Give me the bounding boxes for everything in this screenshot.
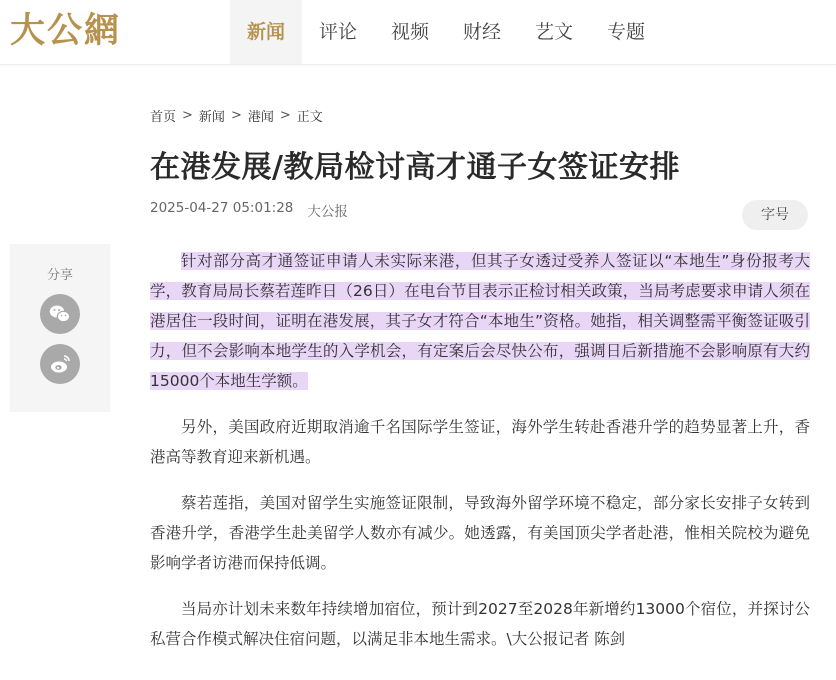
breadcrumb-separator: >	[230, 108, 242, 123]
article-paragraph-highlighted	[150, 246, 810, 396]
nav-item-video[interactable]: 视频	[390, 21, 429, 43]
nav-item-finance[interactable]: 财经	[462, 21, 501, 43]
breadcrumb-separator: >	[279, 108, 291, 123]
share-panel	[10, 244, 110, 412]
article-paragraph: 蔡若莲指，美国对留学生实施签证限制，导致海外留学环境不稳定，部分家长安排子女转到香港升学，香港学生赴美留学人数亦有减少。她透露，有美国顶尖学者赴港，惟相关院校为避免影响学者访港而保持低调。	[150, 494, 810, 572]
article-body	[150, 246, 810, 670]
main-nav	[230, 0, 662, 64]
nav-item-commentary[interactable]: 评论	[318, 21, 357, 43]
nav-item-arts[interactable]: 艺文	[534, 21, 573, 43]
share-weibo-button[interactable]	[40, 344, 80, 384]
weibo-icon	[48, 352, 72, 376]
font-size-button[interactable]: 字号	[742, 200, 808, 230]
nav-item-topics[interactable]: 专题	[606, 21, 645, 43]
top-navigation-bar	[0, 0, 836, 65]
article-date: 2025-04-27 05:01:28	[150, 200, 294, 216]
breadcrumb-news[interactable]: 新闻	[198, 110, 225, 125]
breadcrumb-separator: >	[182, 108, 193, 123]
wechat-icon	[48, 302, 72, 326]
share-wechat-button[interactable]	[40, 294, 80, 334]
breadcrumb-current: 正文	[296, 110, 323, 125]
article-source: 大公报	[307, 204, 348, 220]
nav-item-news[interactable]: 新闻	[230, 0, 302, 64]
breadcrumb-hk-news[interactable]: 港闻	[247, 110, 274, 125]
article-title: 在港发展/教局检讨高才通子女签证安排	[150, 150, 680, 185]
article-meta	[150, 200, 348, 220]
article-paragraph: 当局亦计划未来数年持续增加宿位，预计到2027至2028年新增约13000个宿位，并探讨公私营合作模式解决住宿问题，以满足非本地生需求。\大公报记者 陈剑	[150, 600, 810, 648]
breadcrumb-home[interactable]: 首页	[150, 110, 177, 125]
highlighted-text: 针对部分高才通签证申请人未实际来港，但其子女透过受养人签证以“本地生”身份报考大学，教育局局长蔡若莲昨日（26日）在电台节目表示正检讨相关政策，当局考虑要求申请人须在港居住一段时间，证明在港发展，其子女才符合“本地生”资格。她指，相关调整需平衡签证吸引力，但不会影响本地学生的入学机会，有定案后会尽快公布，强调日后新措施不会影响原有大约15000个本地生学额。	[150, 252, 810, 390]
site-logo[interactable]: 大公網	[10, 10, 122, 51]
share-label: 分享	[46, 268, 73, 283]
breadcrumb	[150, 106, 323, 125]
article-paragraph: 另外，美国政府近期取消逾千名国际学生签证，海外学生转赴香港升学的趋势显著上升，香港高等教育迎来新机遇。	[150, 418, 810, 466]
